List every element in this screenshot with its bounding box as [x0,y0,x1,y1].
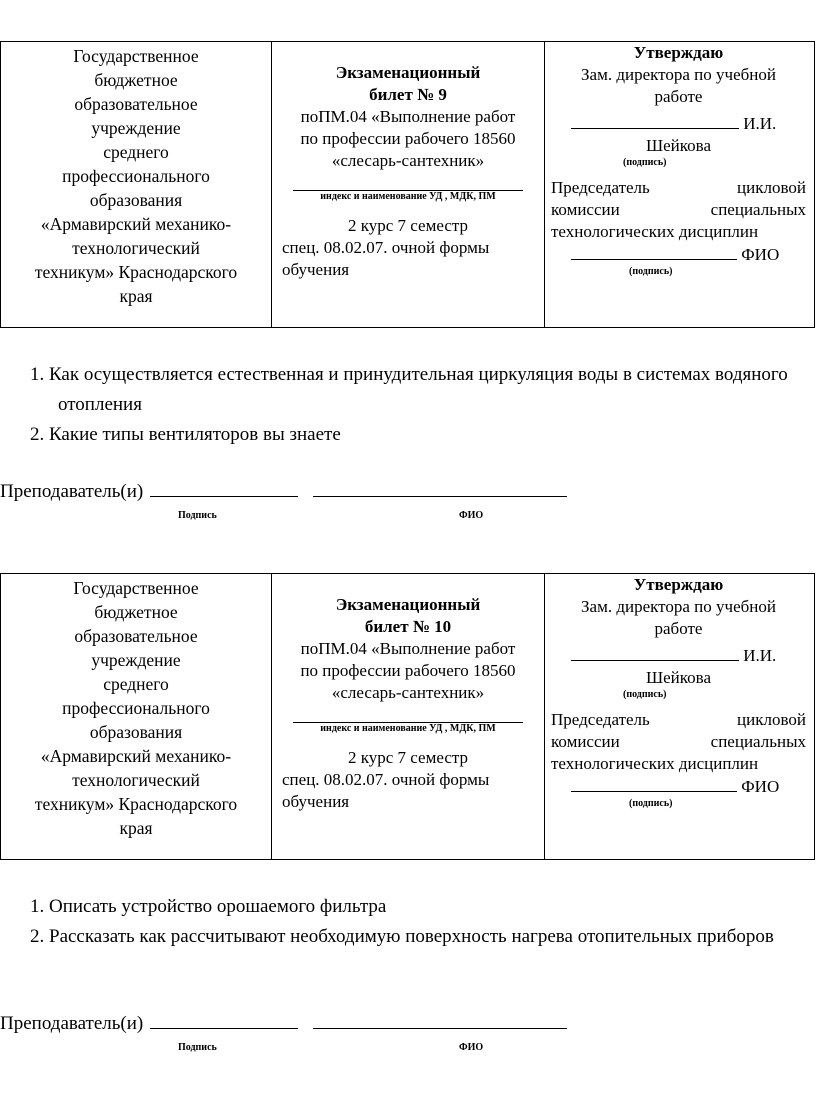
ticket-number: билет № 10 [364,617,452,636]
signature-underline [571,243,737,260]
signature-underline [571,775,737,792]
signature-caption: (подпись) [623,689,667,700]
institution-line: учреждение [91,650,181,670]
institution-line: техникум» Краснодарского [34,262,238,282]
institution-line: образования [89,722,183,742]
approval-column [545,574,814,859]
teacher-sign-caption: Подпись [178,510,217,521]
institution-line: технологический [72,238,200,258]
institution-line: Государственное [73,46,199,66]
ticket-header-table [0,573,815,860]
approval-column [545,42,814,327]
teacher-label: Преподаватель(и) [0,481,144,502]
spec-line: обучения [282,260,350,279]
institution-line: «Армавирский механико- [40,214,232,234]
spec-line: спец. 08.02.07. очной формы [282,770,490,789]
teacher-sign-underline [150,480,298,497]
module-line: «слесарь-сантехник» [331,151,485,170]
deputy-line: Зам. директора по учебной [581,65,776,84]
index-caption: индекс и наименование УД , МДК, ПМ [320,191,496,202]
module-line: поПМ.04 «Выполнение работ [300,639,516,658]
signature-underline [571,644,739,661]
spec-line: спец. 08.02.07. очной формы [282,238,490,257]
ticket-info-column [272,42,545,327]
module-line: «слесарь-сантехник» [331,683,485,702]
institution-line: учреждение [91,118,181,138]
institution-column [1,42,272,327]
chair-line: Председатель цикловой [551,178,806,197]
ticket-info-column [272,574,545,859]
chair-line: технологических дисциплин [551,754,759,773]
chair-signature-row [551,775,806,798]
approve-heading: Утверждаю [633,43,724,62]
question-item: 2. Рассказать как рассчитывают необходимую поверхность нагрева отопительных приборов [30,926,774,947]
institution-line: образования [89,190,183,210]
ticket-title: Экзаменационный [335,63,481,82]
signature-caption: (подпись) [623,157,667,168]
teacher-fio-caption: ФИО [459,1042,484,1053]
institution-line: профессионального [62,698,210,718]
chair-line: Председатель цикловой [551,710,806,729]
teacher-fio-caption: ФИО [459,510,484,521]
signature-caption: (подпись) [629,266,673,277]
deputy-signature-row [551,644,806,667]
chair-signature-row [551,243,806,266]
institution-line: бюджетное [94,602,178,622]
chair-fio: ФИО [741,777,780,796]
deputy-surname: Шейкова [645,668,712,687]
institution-column [1,574,272,859]
deputy-initials: И.И. [743,114,777,133]
teacher-label: Преподаватель(и) [0,1013,144,1034]
chair-fio: ФИО [741,245,780,264]
teacher-sign-underline [150,1012,298,1029]
ticket-header-table [0,41,815,328]
question-list [30,360,800,450]
index-caption: индекс и наименование УД , МДК, ПМ [320,723,496,734]
institution-line: Государственное [73,578,199,598]
deputy-initials: И.И. [743,646,777,665]
chair-line: комиссии специальных [551,200,806,219]
institution-line: края [119,286,153,306]
institution-line: техникум» Краснодарского [34,794,238,814]
deputy-line: работе [654,619,703,638]
chair-line: технологических дисциплин [551,222,759,241]
institution-line: образовательное [74,626,198,646]
institution-line: среднего [103,674,169,694]
ticket-title: Экзаменационный [335,595,481,614]
question-item: 2. Какие типы вентиляторов вы знаете [30,424,341,445]
teacher-fio-underline [313,1012,567,1029]
institution-line: образовательное [74,94,198,114]
index-underline [293,712,523,723]
question-item: 1. Описать устройство орошаемого фильтра [30,896,387,917]
institution-line: среднего [103,142,169,162]
course-line: 2 курс 7 семестр [347,216,469,235]
module-line: поПМ.04 «Выполнение работ [300,107,516,126]
index-underline [293,180,523,191]
deputy-line: работе [654,87,703,106]
deputy-signature-row [551,112,806,135]
module-line: по профессии рабочего 18560 [300,661,516,680]
spec-line: обучения [282,792,350,811]
chair-line: комиссии специальных [551,732,806,751]
signature-caption: (подпись) [629,798,673,809]
teacher-signature-row [0,1012,567,1035]
course-line: 2 курс 7 семестр [347,748,469,767]
institution-line: «Армавирский механико- [40,746,232,766]
question-item: 1. Как осуществляется естественная и принудительная циркуляция воды в системах водяного отопления [30,364,788,415]
institution-line: края [119,818,153,838]
teacher-fio-underline [313,480,567,497]
question-list [30,892,800,952]
deputy-surname: Шейкова [645,136,712,155]
approve-heading: Утверждаю [633,575,724,594]
ticket-number: билет № 9 [369,85,447,104]
teacher-signature-row [0,480,567,503]
module-line: по профессии рабочего 18560 [300,129,516,148]
signature-underline [571,112,739,129]
institution-line: бюджетное [94,70,178,90]
teacher-sign-caption: Подпись [178,1042,217,1053]
institution-line: профессионального [62,166,210,186]
institution-line: технологический [72,770,200,790]
deputy-line: Зам. директора по учебной [581,597,776,616]
